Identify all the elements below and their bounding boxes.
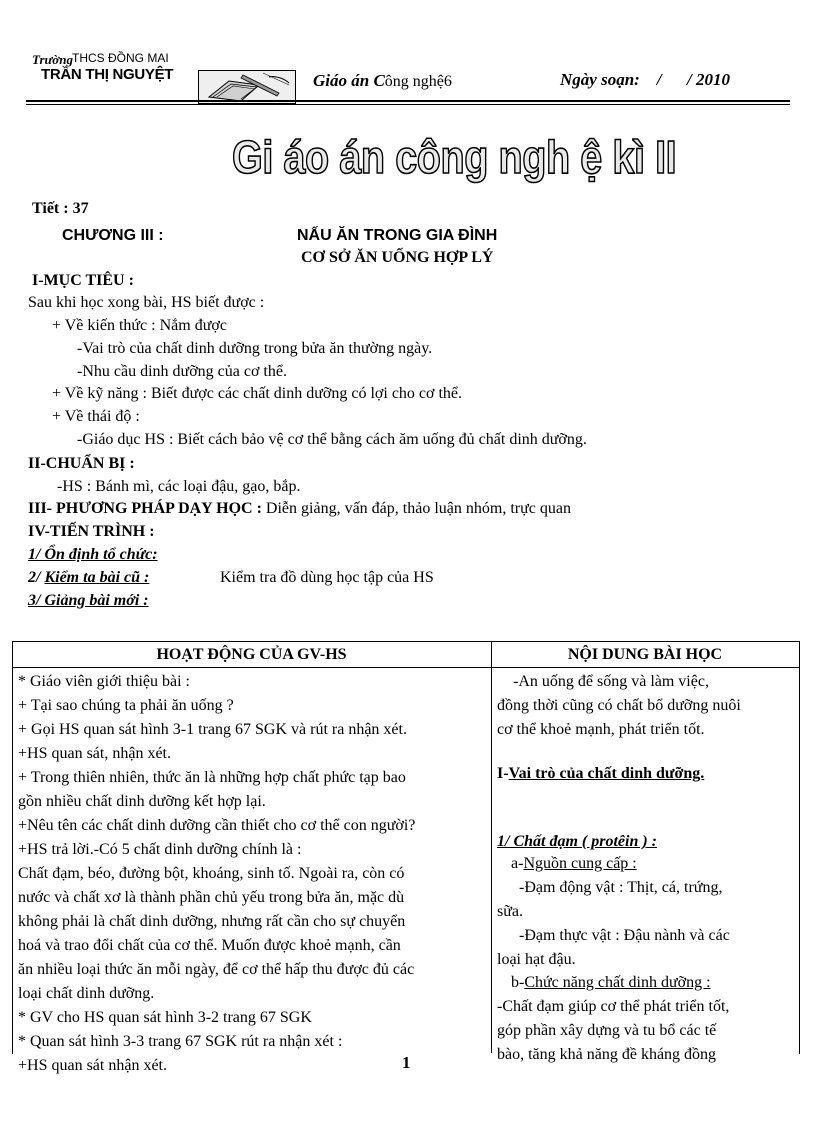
table-cell-activities — [18, 670, 488, 1074]
activity-line: +Nêu tên các chất dinh dưỡng cần thiết cho cơ thể con người? — [18, 817, 416, 834]
content-subheading-b-text: Chức năng chất dinh dưỡng : — [524, 974, 711, 991]
content-subheading-a-text: Nguồn cung cấp : — [523, 855, 637, 872]
process-step-2-title: Kiểm ta bài cũ : — [44, 569, 150, 586]
preparation-item: -HS : Bánh mì, các loại đậu, gạo, bắp. — [57, 478, 301, 495]
process-step-2-text: Kiểm tra đồ dùng học tập của HS — [220, 569, 434, 586]
subject-title-rest: ông nghệ6 — [384, 73, 452, 90]
process-step-1: 1/ Ổn định tổ chức: — [28, 546, 158, 563]
subject-title — [313, 71, 452, 91]
content-line: bào, tăng khả năng đề kháng đồng — [497, 1046, 717, 1063]
activity-line: ăn nhiều loại thức ăn mỗi ngày, để cơ thể hấp thu được đủ các — [18, 961, 415, 978]
objective-knowledge-item-2: -Nhu cầu dinh dưỡng của cơ thể. — [77, 363, 287, 380]
objective-knowledge-item-1: -Vai trò của chất dinh dưỡng trong bửa ăn thường ngày. — [77, 340, 433, 357]
content-line: loại hạt đậu. — [497, 951, 576, 968]
objectives-intro: Sau khi học xong bài, HS biết được : — [28, 294, 265, 311]
chapter-label: CHƯƠNG III : — [62, 227, 164, 244]
activity-line: * GV cho HS quan sát hình 3-2 trang 67 SGK — [18, 1009, 312, 1026]
prep-date: Ngày soạn: / / 2010 — [560, 70, 730, 89]
methods-heading: III- PHƯƠNG PHÁP DẠY HỌC : — [28, 500, 262, 517]
activity-line: gồn nhiều chất dinh dưỡng kết hợp lại. — [18, 793, 266, 810]
activity-line: + Gọi HS quan sát hình 3-1 trang 67 SGK và rút ra nhận xét. — [18, 721, 407, 738]
page-number: 1 — [402, 1053, 411, 1072]
table-header-activities: HOẠT ĐỘNG CỦA GV-HS — [156, 646, 347, 663]
chapter-title: NẤU ĂN TRONG GIA ĐÌNH — [297, 227, 498, 244]
content-line: sữa. — [497, 903, 523, 920]
objective-attitude-item-1: -Giáo dục HS : Biết cách bảo vệ cơ thể bằng cách ăm uống đủ chất dinh dưỡng. — [77, 431, 587, 448]
lesson-title: CƠ SỞ ĂN UỐNG HỢP LÝ — [301, 249, 494, 266]
content-subheading-a-prefix: a- — [511, 855, 524, 872]
table-header-divider — [12, 667, 799, 668]
lesson-period: Tiết : 37 — [32, 200, 89, 217]
objective-skills: + Về kỹ năng : Biết được các chất dinh dưỡng có lợi cho cơ thể. — [52, 385, 463, 402]
activity-line: hoá và trao đổi chất của cơ thể. Muốn được khoẻ mạnh, cần — [18, 937, 401, 954]
content-line: -Chất đạm giúp cơ thể phát triển tốt, — [497, 998, 730, 1015]
table-column-divider — [491, 641, 492, 1053]
school-name: THCS ĐỒNG MAI — [72, 51, 169, 65]
process-heading: IV-TIẾN TRÌNH : — [28, 523, 155, 540]
activity-line: không phải là chất dinh dưỡng, nhưng rất cần cho sự chuyển — [18, 913, 406, 930]
content-subsection-heading: 1/ Chất đạm ( protêin ) : — [497, 833, 658, 850]
process-step-2 — [28, 569, 149, 587]
content-line: đồng thời cũng có chất bổ dưỡng nuôi — [497, 697, 741, 714]
content-section-heading — [497, 762, 704, 786]
header-divider — [26, 100, 790, 102]
activity-line: + Trong thiên nhiên, thức ăn là những hợp chất phức tạp bao — [18, 769, 406, 786]
content-line: góp phần xây dựng và tu bổ các tế — [497, 1022, 717, 1039]
page-title: Gi áo án công ngh ệ kì II — [232, 131, 677, 183]
activity-line: * Giáo viên giới thiệu bài : — [18, 673, 190, 690]
school-prefix: Trường — [32, 52, 74, 67]
content-subheading-b — [511, 971, 711, 995]
activity-line: Chất đạm, béo, đường bột, khoáng, sinh tố. Ngoài ra, còn có — [18, 865, 405, 882]
table-cell-content — [497, 670, 793, 1063]
activity-line: +HS quan sát nhận xét. — [18, 1057, 167, 1074]
content-subheading-a — [511, 852, 637, 876]
process-step-3: 3/ Giảng bài mới : — [28, 592, 149, 609]
header-divider-thin — [26, 104, 790, 105]
content-line: -An uống để sống và làm việc, — [513, 673, 709, 690]
teacher-name: TRẦN THỊ NGUYỆT — [41, 66, 174, 83]
content-section-title: Vai trò của chất dinh dưỡng. — [508, 765, 705, 782]
content-line: -Đạm thực vật : Đậu nành và các — [519, 927, 730, 944]
activity-line: +HS trả lời.-Có 5 chất dinh dưỡng chính là : — [18, 841, 302, 858]
content-section-prefix: I- — [497, 765, 509, 782]
table-header-content: NỘI DUNG BÀI HỌC — [567, 646, 723, 663]
objective-attitude: + Về thái độ : — [52, 408, 140, 425]
content-subheading-b-prefix: b- — [511, 974, 525, 991]
objectives-heading: I-MỤC TIÊU : — [32, 272, 134, 289]
activity-line: + Tại sao chúng ta phải ăn uống ? — [18, 697, 234, 714]
process-step-2-label: 2/ — [28, 569, 41, 586]
content-line: -Đạm động vật : Thịt, cá, trứng, — [519, 879, 723, 896]
book-quill-logo-icon — [198, 70, 296, 104]
activity-line: nước và chất xơ là thành phần chủ yếu trong bửa ăn, mặc dù — [18, 889, 405, 906]
activity-line: loại chất dinh dưỡng. — [18, 985, 155, 1002]
objective-knowledge: + Về kiến thức : Nắm được — [52, 317, 227, 334]
activity-line: +HS quan sát, nhận xét. — [18, 745, 171, 762]
methods-line — [28, 500, 571, 518]
methods-text: Diễn giảng, vấn đáp, thảo luận nhóm, trực quan — [265, 500, 571, 517]
subject-title-italic: Giáo án C — [313, 71, 385, 90]
content-line: cơ thể khoẻ mạnh, phát triển tốt. — [497, 721, 705, 738]
activity-line: * Quan sát hình 3-3 trang 67 SGK rút ra nhận xét : — [18, 1033, 343, 1050]
preparation-heading: II-CHUẨN BỊ : — [28, 455, 135, 472]
